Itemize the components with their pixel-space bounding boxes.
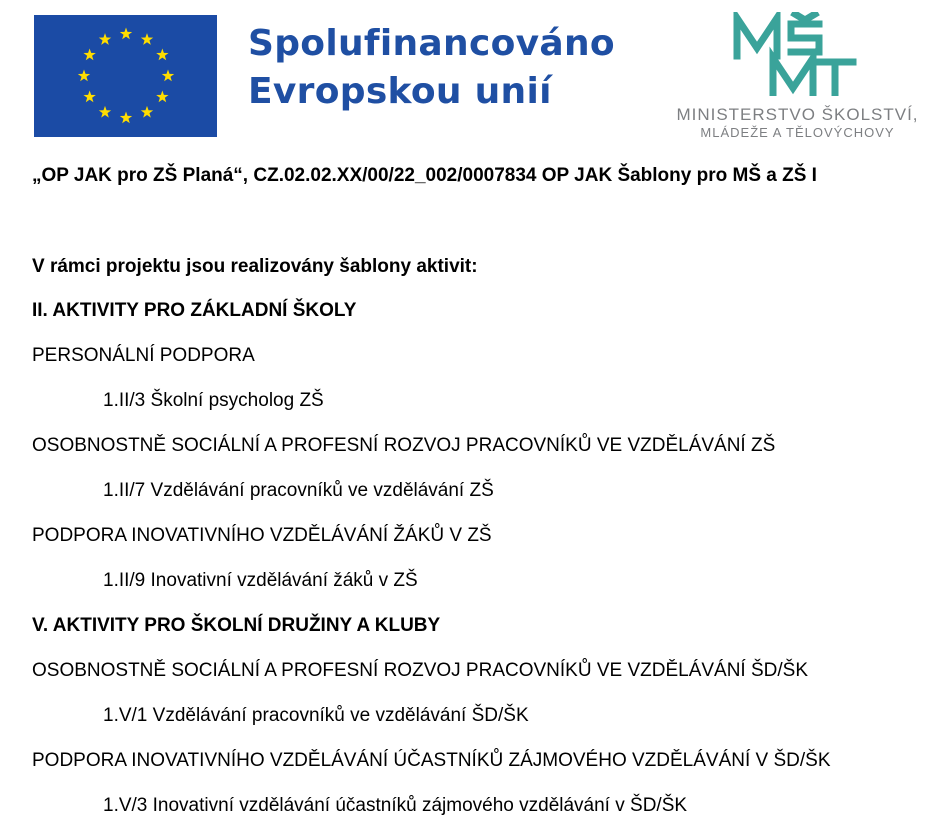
eu-text-line2: Evropskou unií — [248, 71, 552, 112]
eu-text-line1: Spolufinancováno — [248, 23, 615, 64]
eu-stars-icon — [34, 15, 217, 137]
intro-text: V rámci projektu jsou realizovány šablony aktivit: — [32, 256, 478, 277]
group-title: PODPORA INOVATIVNÍHO VZDĚLÁVÁNÍ ÚČASTNÍKŮ ZÁJMOVÉHO VZDĚLÁVÁNÍ V ŠD/ŠK — [32, 750, 831, 771]
group-title: OSOBNOSTNĚ SOCIÁLNÍ A PROFESNÍ ROZVOJ PRACOVNÍKŮ VE VZDĚLÁVÁNÍ ŠD/ŠK — [32, 660, 809, 681]
msmt-name-line1: MINISTERSTVO ŠKOLSTVÍ, — [676, 105, 919, 124]
group-title: PERSONÁLNÍ PODPORA — [32, 345, 255, 366]
document-header — [0, 0, 934, 145]
activity-item: 1.V/3 Inovativní vzdělávání účastníků zájmového vzdělávání v ŠD/ŠK — [103, 795, 688, 816]
msmt-logo — [665, 12, 930, 140]
project-title: „OP JAK pro ZŠ Planá“, CZ.02.02.XX/00/22_002/0007834 OP JAK Šablony pro MŠ a ZŠ I — [32, 165, 817, 186]
eu-flag-logo — [34, 15, 217, 137]
activity-item: 1.V/1 Vzdělávání pracovníků ve vzdělávání ŠD/ŠK — [103, 705, 529, 726]
activity-item: 1.II/3 Školní psycholog ZŠ — [103, 390, 324, 411]
group-title: PODPORA INOVATIVNÍHO VZDĚLÁVÁNÍ ŽÁKŮ V ZŠ — [32, 525, 492, 546]
eu-cofunding-text — [248, 20, 615, 116]
activity-item: 1.II/9 Inovativní vzdělávání žáků v ZŠ — [103, 570, 418, 591]
msmt-name-line2: MLÁDEŽE A TĚLOVÝCHOVY — [700, 125, 895, 140]
group-title: OSOBNOSTNĚ SOCIÁLNÍ A PROFESNÍ ROZVOJ PRACOVNÍKŮ VE VZDĚLÁVÁNÍ ZŠ — [32, 435, 776, 456]
section-heading-sd-sk: V. AKTIVITY PRO ŠKOLNÍ DRUŽINY A KLUBY — [32, 615, 441, 636]
section-heading-zs: II. AKTIVITY PRO ZÁKLADNÍ ŠKOLY — [32, 300, 357, 321]
activity-item: 1.II/7 Vzdělávání pracovníků ve vzdělávání ZŠ — [103, 480, 494, 501]
msmt-mark-icon — [733, 12, 857, 96]
